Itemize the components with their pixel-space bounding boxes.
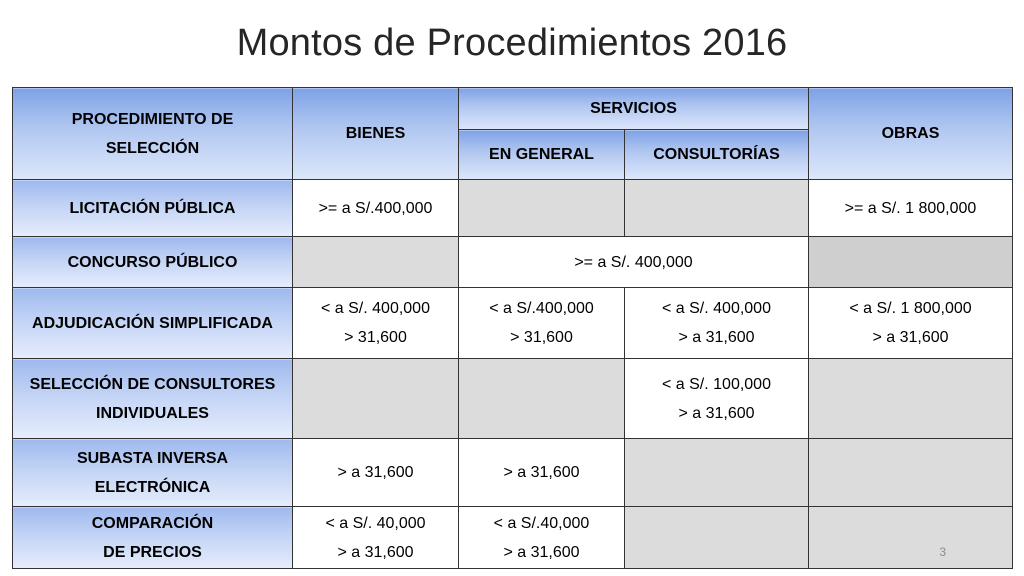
cell-consultorias: < a S/. 400,000 > a 31,600 — [625, 288, 809, 359]
cell-bienes: > a 31,600 — [293, 439, 459, 507]
cell-en-general: < a S/.400,000 > 31,600 — [459, 288, 625, 359]
table-row — [13, 237, 1013, 288]
cell-obras: >= a S/. 1 800,000 — [809, 180, 1013, 237]
cell-bienes: >= a S/.400,000 — [293, 180, 459, 237]
row-label: ADJUDICACIÓN SIMPLIFICADA — [13, 288, 293, 359]
cell-bienes: < a S/. 400,000 > 31,600 — [293, 288, 459, 359]
cell-obras-empty — [809, 237, 1013, 288]
page-number: 3 — [939, 545, 946, 559]
row-label: CONCURSO PÚBLICO — [13, 237, 293, 288]
header-servicios: SERVICIOS — [459, 88, 809, 130]
cell-en-general: > a 31,600 — [459, 439, 625, 507]
cell-obras-empty — [809, 507, 1013, 569]
header-consultorias: CONSULTORÍAS — [625, 130, 809, 180]
cell-servicios: >= a S/. 400,000 — [459, 237, 809, 288]
table-row — [13, 180, 1013, 237]
cell-en-general: < a S/.40,000 > a 31,600 — [459, 507, 625, 569]
slide-title: Montos de Procedimientos 2016 — [236, 22, 788, 64]
row-label: SUBASTA INVERSA ELECTRÓNICA — [13, 439, 293, 507]
cell-bienes-empty — [293, 359, 459, 439]
header-en-general: EN GENERAL — [459, 130, 625, 180]
cell-bienes-empty — [293, 237, 459, 288]
row-label: SELECCIÓN DE CONSULTORES INDIVIDUALES — [13, 359, 293, 439]
cell-consultorias: < a S/. 100,000 > a 31,600 — [625, 359, 809, 439]
cell-en-general-empty — [459, 180, 625, 237]
cell-consultorias-empty — [625, 180, 809, 237]
table-row — [13, 359, 1013, 439]
cell-consultorias-empty — [625, 439, 809, 507]
table-row — [13, 507, 1013, 569]
row-label: COMPARACIÓN DE PRECIOS — [13, 507, 293, 569]
table-row — [13, 288, 1013, 359]
row-label: LICITACIÓN PÚBLICA — [13, 180, 293, 237]
header-bienes: BIENES — [293, 88, 459, 180]
cell-bienes: < a S/. 40,000 > a 31,600 — [293, 507, 459, 569]
cell-consultorias-empty — [625, 507, 809, 569]
procedure-amounts-table — [12, 87, 1013, 569]
cell-en-general-empty — [459, 359, 625, 439]
table-row — [13, 439, 1013, 507]
header-procedimiento: PROCEDIMIENTO DE SELECCIÓN — [13, 88, 293, 180]
header-obras: OBRAS — [809, 88, 1013, 180]
cell-obras-empty — [809, 439, 1013, 507]
cell-obras: < a S/. 1 800,000 > a 31,600 — [809, 288, 1013, 359]
cell-obras-empty — [809, 359, 1013, 439]
